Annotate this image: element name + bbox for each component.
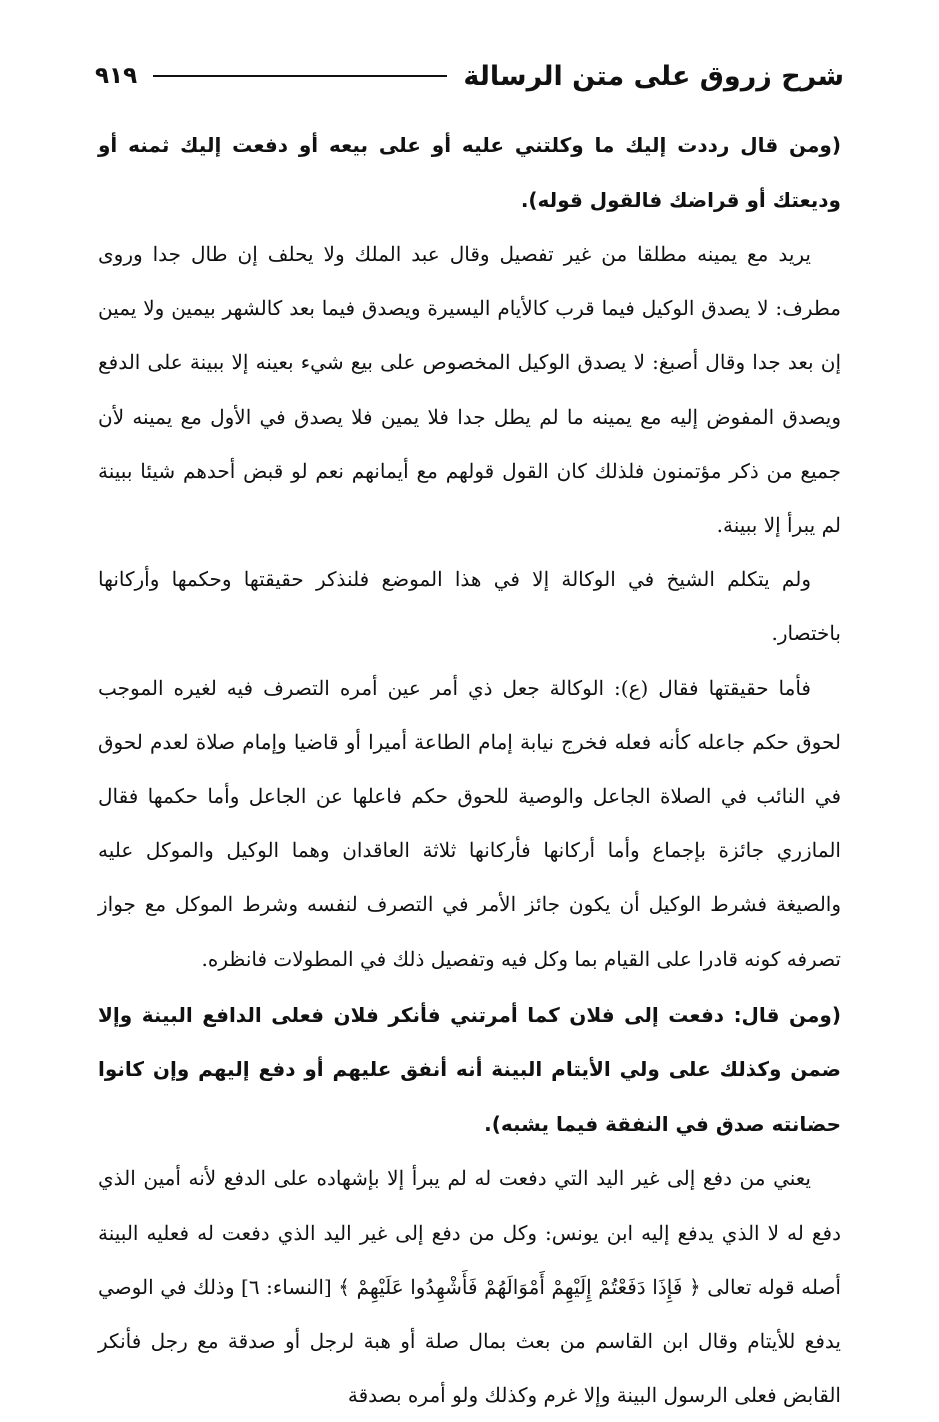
sharh-paragraph-3: فأما حقيقتها فقال (ع): الوكالة جعل ذي أمر عين أمره التصرف فيه لغيره الموجب لحوق حكم جاعله كأنه فعله فخرج نيابة إمام الطاعة أميرا أو قاضيا وإمام صلاة لعدم لحوق في النائب في الصلاة الجاعل والوصية للحوق حكم فاعلها عن الجاعل وأما حكمها فقال المازري جائزة بإجماع وأما أركانها فأركانها ثلاثة العاقدان وهما الوكيل والموكل عليه والصيغة فشرط الوكيل أن يكون جائز الأمر في التصرف لنفسه وشرط الموكل مع جواز تصرفه كونه قادرا على القيام بما وكل فيه وتفصيل ذلك في المطولات فانظره. xyxy=(98,675,842,971)
running-title: شرح زروق على متن الرسالة xyxy=(463,60,844,92)
sharh-paragraph-2: ولم يتكلم الشيخ في الوكالة إلا في هذا الموضع فلنذكر حقيقتها وحكمها وأركانها باختصار. xyxy=(98,567,841,646)
page-header xyxy=(95,52,844,100)
matn-paragraph-2: (ومن قال: دفعت إلى فلان كما أمرتني فأنكر فلان فعلى الدافع البينة وإلا ضمن وكذلك على ولي الأيتام البينة أنه أنفق عليهم أو دفع إليهم وإن كانوا حضانته صدق في النفقة فيما يشبه). xyxy=(98,1002,841,1136)
page-body xyxy=(98,118,841,1422)
sharh-paragraph-4: يعني من دفع إلى غير اليد التي دفعت له لم يبرأ إلا بإشهاده على الدفع لأنه أمين الذي دفع له لا الذي يدفع إليه ابن يونس: وكل من دفع إلى غير اليد الذي دفعت له فعليه البينة أصله قوله تعالى ﴿ فَإِذَا دَفَعْتُمْ إِلَيْهِمْ أَمْوَالَهُمْ فَأَشْهِدُوا عَلَيْهِمْ ﴾ [النساء: ٦] وذلك في الوصي يدفع للأيتام وقال ابن القاسم من بعث بمال صلة أو هبة لرجل أو صدقة مع رجل فأنكر القابض فعلى الرسول البينة وإلا غرم وكذلك ولو أمره بصدقة xyxy=(98,1166,841,1408)
sharh-paragraph-1: يريد مع يمينه مطلقا من غير تفصيل وقال عبد الملك ولا يحلف إن طال جدا وروى مطرف: لا يصدق الوكيل فيما قرب كالأيام اليسيرة ويصدق فيما بعد كالشهر بيمين ولا يمين إن بعد جدا وقال أصبغ: لا يصدق الوكيل المخصوص على بيع شيء بعينه إلا ببينة على الدفع ويصدق المفوض إليه مع يمينه ما لم يطل جدا فلا يمين فلا يصدق في الأول مع يمينه لأن جميع من ذكر مؤتمنون فلذلك كان القول قولهم مع أيمانهم نعم لو قبض أحدهم شيئا ببينة لم يبرأ إلا ببينة. xyxy=(98,242,842,538)
matn-paragraph-1: (ومن قال رددت إليك ما وكلتني عليه أو على بيعه أو دفعت إليك ثمنه أو وديعتك أو قراضك فالقول قوله). xyxy=(98,133,841,212)
header-rule xyxy=(153,75,447,77)
page-number: ٩١٩ xyxy=(95,63,138,89)
